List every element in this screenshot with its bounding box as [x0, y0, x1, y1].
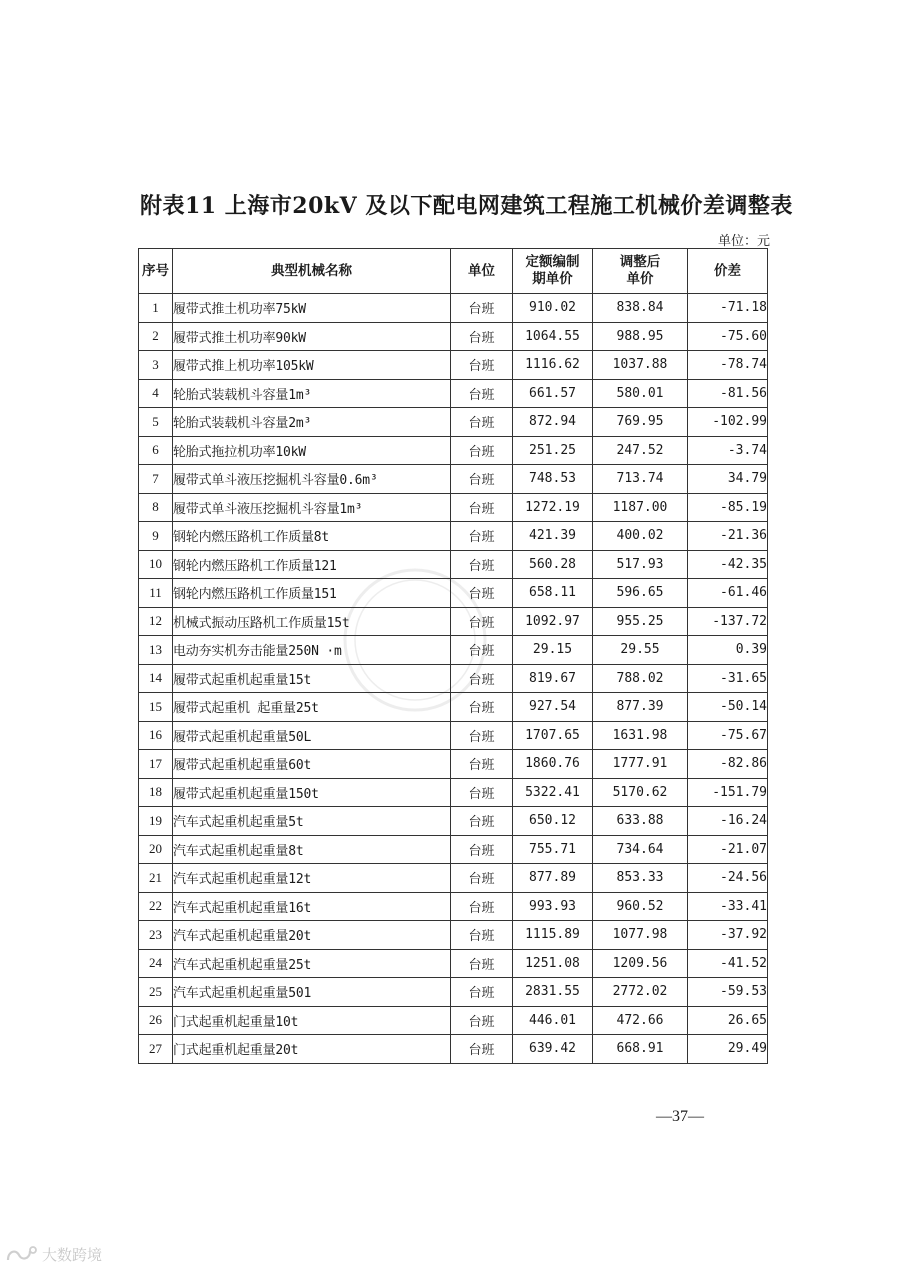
row-orig-price: 877.89 — [513, 864, 593, 893]
row-diff: -33.41 — [688, 892, 768, 921]
row-diff: -102.99 — [688, 408, 768, 437]
table-row — [139, 493, 768, 522]
row-orig-price: 819.67 — [513, 664, 593, 693]
row-adj-price: 1777.91 — [593, 750, 688, 779]
row-adj-price: 877.39 — [593, 693, 688, 722]
row-adj-price: 596.65 — [593, 579, 688, 608]
table-body — [139, 294, 768, 1064]
row-diff: -16.24 — [688, 807, 768, 836]
row-diff: -82.86 — [688, 750, 768, 779]
row-machine-name: 轮胎式装载机斗容量1m³ — [173, 379, 451, 408]
table-row — [139, 864, 768, 893]
row-adj-price: 838.84 — [593, 294, 688, 323]
row-no: 19 — [139, 807, 173, 836]
row-machine-name: 履带式推上机功率105kW — [173, 351, 451, 380]
row-unit: 台班 — [451, 436, 513, 465]
header-adj-price: 调整后单价 — [593, 249, 688, 294]
row-unit: 台班 — [451, 750, 513, 779]
table-row — [139, 778, 768, 807]
table-row — [139, 408, 768, 437]
row-no: 2 — [139, 322, 173, 351]
row-machine-name: 履带式起重机起重量60t — [173, 750, 451, 779]
row-diff: -31.65 — [688, 664, 768, 693]
row-no: 20 — [139, 835, 173, 864]
row-orig-price: 1092.97 — [513, 607, 593, 636]
row-diff: -75.67 — [688, 721, 768, 750]
row-unit: 台班 — [451, 522, 513, 551]
row-diff: -81.56 — [688, 379, 768, 408]
row-diff: 0.39 — [688, 636, 768, 665]
header-diff: 价差 — [688, 249, 768, 294]
row-adj-price: 1037.88 — [593, 351, 688, 380]
row-no: 24 — [139, 949, 173, 978]
row-orig-price: 650.12 — [513, 807, 593, 836]
row-machine-name: 汽车式起重机起重量25t — [173, 949, 451, 978]
row-no: 10 — [139, 550, 173, 579]
row-unit: 台班 — [451, 322, 513, 351]
row-orig-price: 1115.89 — [513, 921, 593, 950]
row-no: 22 — [139, 892, 173, 921]
row-no: 23 — [139, 921, 173, 950]
row-unit: 台班 — [451, 978, 513, 1007]
row-machine-name: 钢轮内燃压路机工作质量151 — [173, 579, 451, 608]
row-adj-price: 29.55 — [593, 636, 688, 665]
row-orig-price: 251.25 — [513, 436, 593, 465]
row-unit: 台班 — [451, 807, 513, 836]
table-row — [139, 1006, 768, 1035]
row-orig-price: 1251.08 — [513, 949, 593, 978]
row-orig-price: 639.42 — [513, 1035, 593, 1064]
row-no: 15 — [139, 693, 173, 722]
row-machine-name: 钢轮内燃压路机工作质量121 — [173, 550, 451, 579]
row-orig-price: 5322.41 — [513, 778, 593, 807]
table-row — [139, 978, 768, 1007]
price-adjustment-table — [138, 248, 768, 1064]
row-diff: -50.14 — [688, 693, 768, 722]
row-no: 26 — [139, 1006, 173, 1035]
row-diff: -42.35 — [688, 550, 768, 579]
row-machine-name: 轮胎式装载机斗容量2m³ — [173, 408, 451, 437]
table-row — [139, 1035, 768, 1064]
row-adj-price: 2772.02 — [593, 978, 688, 1007]
table-row — [139, 807, 768, 836]
row-orig-price: 421.39 — [513, 522, 593, 551]
row-orig-price: 560.28 — [513, 550, 593, 579]
row-orig-price: 2831.55 — [513, 978, 593, 1007]
row-orig-price: 29.15 — [513, 636, 593, 665]
watermark — [4, 1244, 102, 1265]
row-machine-name: 汽车式起重机起重量16t — [173, 892, 451, 921]
row-unit: 台班 — [451, 1006, 513, 1035]
row-unit: 台班 — [451, 636, 513, 665]
row-no: 21 — [139, 864, 173, 893]
table-row — [139, 949, 768, 978]
row-no: 5 — [139, 408, 173, 437]
table-row — [139, 750, 768, 779]
row-diff: -21.36 — [688, 522, 768, 551]
table-row — [139, 892, 768, 921]
row-unit: 台班 — [451, 778, 513, 807]
table-row — [139, 664, 768, 693]
row-adj-price: 988.95 — [593, 322, 688, 351]
row-orig-price: 755.71 — [513, 835, 593, 864]
row-unit: 台班 — [451, 864, 513, 893]
row-adj-price: 1209.56 — [593, 949, 688, 978]
row-no: 25 — [139, 978, 173, 1007]
row-machine-name: 汽车式起重机起重量5t — [173, 807, 451, 836]
row-diff: 34.79 — [688, 465, 768, 494]
row-adj-price: 5170.62 — [593, 778, 688, 807]
row-diff: -78.74 — [688, 351, 768, 380]
row-orig-price: 872.94 — [513, 408, 593, 437]
row-diff: 29.49 — [688, 1035, 768, 1064]
row-unit: 台班 — [451, 408, 513, 437]
row-adj-price: 955.25 — [593, 607, 688, 636]
row-unit: 台班 — [451, 294, 513, 323]
table-row — [139, 351, 768, 380]
row-no: 27 — [139, 1035, 173, 1064]
row-machine-name: 履带式单斗液压挖掘机斗容量1m³ — [173, 493, 451, 522]
row-orig-price: 1860.76 — [513, 750, 593, 779]
watermark-text: 大数跨境 — [42, 1246, 103, 1264]
row-unit: 台班 — [451, 493, 513, 522]
header-no: 序号 — [139, 249, 173, 294]
row-machine-name: 履带式起重机 起重量25t — [173, 693, 451, 722]
row-unit: 台班 — [451, 579, 513, 608]
row-no: 12 — [139, 607, 173, 636]
table-row — [139, 579, 768, 608]
row-no: 9 — [139, 522, 173, 551]
row-no: 7 — [139, 465, 173, 494]
row-adj-price: 247.52 — [593, 436, 688, 465]
row-diff: -85.19 — [688, 493, 768, 522]
row-machine-name: 轮胎式拖拉机功率10kW — [173, 436, 451, 465]
row-orig-price: 658.11 — [513, 579, 593, 608]
row-diff: -71.18 — [688, 294, 768, 323]
row-diff: -61.46 — [688, 579, 768, 608]
table-row — [139, 436, 768, 465]
row-adj-price: 734.64 — [593, 835, 688, 864]
row-adj-price: 633.88 — [593, 807, 688, 836]
row-adj-price: 1187.00 — [593, 493, 688, 522]
row-no: 4 — [139, 379, 173, 408]
table-row — [139, 921, 768, 950]
row-no: 16 — [139, 721, 173, 750]
row-unit: 台班 — [451, 921, 513, 950]
row-machine-name: 门式起重机起重量10t — [173, 1006, 451, 1035]
header-unit: 单位 — [451, 249, 513, 294]
table-row — [139, 636, 768, 665]
row-diff: -3.74 — [688, 436, 768, 465]
row-no: 18 — [139, 778, 173, 807]
row-orig-price: 1707.65 — [513, 721, 593, 750]
row-unit: 台班 — [451, 892, 513, 921]
row-no: 8 — [139, 493, 173, 522]
row-no: 13 — [139, 636, 173, 665]
brand-logo-icon — [4, 1245, 38, 1265]
row-orig-price: 446.01 — [513, 1006, 593, 1035]
row-diff: -151.79 — [688, 778, 768, 807]
row-machine-name: 汽车式起重机起重量8t — [173, 835, 451, 864]
row-machine-name: 履带式起重机起重量50L — [173, 721, 451, 750]
row-orig-price: 1116.62 — [513, 351, 593, 380]
row-diff: -59.53 — [688, 978, 768, 1007]
row-machine-name: 汽车式起重机起重量501 — [173, 978, 451, 1007]
row-machine-name: 履带式起重机起重量15t — [173, 664, 451, 693]
table-row — [139, 322, 768, 351]
table-row — [139, 835, 768, 864]
row-no: 11 — [139, 579, 173, 608]
row-unit: 台班 — [451, 721, 513, 750]
row-machine-name: 履带式推土机功率90kW — [173, 322, 451, 351]
table-row — [139, 379, 768, 408]
row-unit: 台班 — [451, 351, 513, 380]
row-adj-price: 713.74 — [593, 465, 688, 494]
row-machine-name: 履带式推土机功率75kW — [173, 294, 451, 323]
row-machine-name: 履带式起重机起重量150t — [173, 778, 451, 807]
page-number: —37— — [656, 1108, 704, 1125]
table-row — [139, 294, 768, 323]
row-machine-name: 钢轮内燃压路机工作质量8t — [173, 522, 451, 551]
table-header-row — [139, 249, 768, 294]
row-machine-name: 机械式振动压路机工作质量15t — [173, 607, 451, 636]
row-diff: -75.60 — [688, 322, 768, 351]
row-unit: 台班 — [451, 949, 513, 978]
row-no: 1 — [139, 294, 173, 323]
row-diff: -24.56 — [688, 864, 768, 893]
row-machine-name: 汽车式起重机起重量12t — [173, 864, 451, 893]
row-orig-price: 927.54 — [513, 693, 593, 722]
row-adj-price: 400.02 — [593, 522, 688, 551]
row-no: 14 — [139, 664, 173, 693]
row-adj-price: 960.52 — [593, 892, 688, 921]
header-name: 典型机械名称 — [173, 249, 451, 294]
row-adj-price: 472.66 — [593, 1006, 688, 1035]
row-diff: -37.92 — [688, 921, 768, 950]
row-orig-price: 910.02 — [513, 294, 593, 323]
table-row — [139, 550, 768, 579]
row-orig-price: 1272.19 — [513, 493, 593, 522]
page-title: 附表11 上海市20kV 及以下配电网建筑工程施工机械价差调整表 — [140, 193, 793, 219]
row-unit: 台班 — [451, 550, 513, 579]
row-machine-name: 电动夯实机夯击能量250N ·m — [173, 636, 451, 665]
row-machine-name: 门式起重机起重量20t — [173, 1035, 451, 1064]
row-orig-price: 661.57 — [513, 379, 593, 408]
row-adj-price: 788.02 — [593, 664, 688, 693]
row-adj-price: 517.93 — [593, 550, 688, 579]
row-no: 6 — [139, 436, 173, 465]
row-no: 17 — [139, 750, 173, 779]
row-diff: -137.72 — [688, 607, 768, 636]
table-row — [139, 607, 768, 636]
table-row — [139, 465, 768, 494]
row-adj-price: 580.01 — [593, 379, 688, 408]
table-row — [139, 522, 768, 551]
row-unit: 台班 — [451, 1035, 513, 1064]
table-row — [139, 693, 768, 722]
row-orig-price: 748.53 — [513, 465, 593, 494]
table-row — [139, 721, 768, 750]
row-unit: 台班 — [451, 379, 513, 408]
row-unit: 台班 — [451, 664, 513, 693]
row-unit: 台班 — [451, 607, 513, 636]
row-adj-price: 1631.98 — [593, 721, 688, 750]
row-orig-price: 993.93 — [513, 892, 593, 921]
row-no: 3 — [139, 351, 173, 380]
row-adj-price: 853.33 — [593, 864, 688, 893]
row-adj-price: 1077.98 — [593, 921, 688, 950]
row-machine-name: 汽车式起重机起重量20t — [173, 921, 451, 950]
unit-note: 单位：元 — [717, 234, 770, 249]
row-diff: 26.65 — [688, 1006, 768, 1035]
row-diff: -41.52 — [688, 949, 768, 978]
row-diff: -21.07 — [688, 835, 768, 864]
row-machine-name: 履带式单斗液压挖掘机斗容量0.6m³ — [173, 465, 451, 494]
row-unit: 台班 — [451, 693, 513, 722]
header-orig-price: 定额编制期单价 — [513, 249, 593, 294]
row-unit: 台班 — [451, 835, 513, 864]
row-adj-price: 668.91 — [593, 1035, 688, 1064]
row-unit: 台班 — [451, 465, 513, 494]
row-adj-price: 769.95 — [593, 408, 688, 437]
row-orig-price: 1064.55 — [513, 322, 593, 351]
